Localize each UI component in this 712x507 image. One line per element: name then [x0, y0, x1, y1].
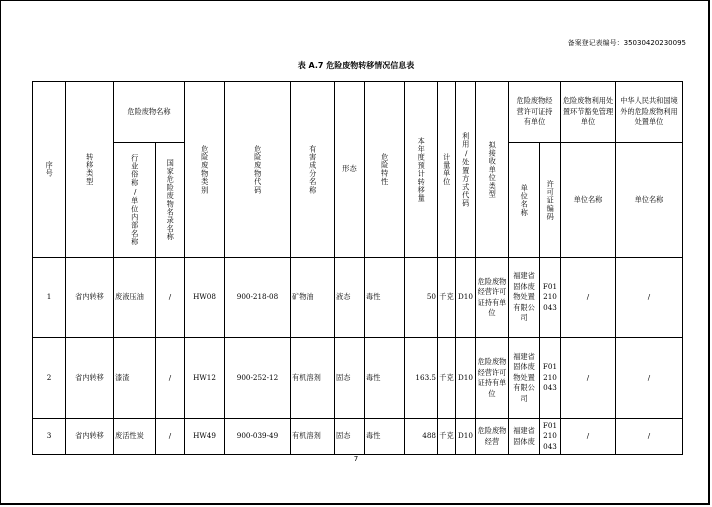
header-overseas-unit-name: 单位名称: [616, 143, 683, 258]
header-seq: 序号: [33, 82, 66, 258]
header-harmful-components: 有害成分名称: [291, 82, 335, 258]
row-annual-amount: 50: [405, 258, 438, 338]
hazardous-waste-transfer-table: [32, 81, 683, 455]
row-disposal-code: D10: [456, 258, 476, 338]
row-license-no: F01210043: [540, 258, 561, 338]
row-annual-amount: 163.5: [405, 338, 438, 419]
row-seq: 3: [33, 419, 66, 455]
row-form: 固态: [335, 419, 365, 455]
row-exempt-unit-name: /: [561, 338, 616, 419]
row-hazard-property: 毒性: [365, 258, 405, 338]
row-waste-category: HW08: [185, 258, 225, 338]
row-hazard-property: 毒性: [365, 419, 405, 455]
row-disposal-code: D10: [456, 338, 476, 419]
row-overseas-unit-name: /: [616, 419, 683, 455]
row-license-no: F01210043: [540, 338, 561, 419]
row-receiver-type: 危险废物经营许可证持有单位: [476, 258, 509, 338]
row-transfer-type: 省内转移: [66, 419, 114, 455]
row-harmful-components: 有机溶剂: [291, 338, 335, 419]
row-receiver-type: 危险废物经营许可证持有单位: [476, 338, 509, 419]
row-seq: 1: [33, 258, 66, 338]
row-license-unit-name: 福建省固体废物处置有限公司: [509, 338, 540, 419]
row-overseas-unit-name: /: [616, 338, 683, 419]
row-receiver-type: 危险废物经营: [476, 419, 509, 455]
header-exempt-unit-name: 单位名称: [561, 143, 616, 258]
row-harmful-components: 矿物油: [291, 258, 335, 338]
table-row: [33, 419, 683, 455]
row-industry-name: 废活性炭: [114, 419, 156, 455]
header-license-unit-name: 单位名称: [509, 143, 540, 258]
row-unit: 千克: [438, 338, 456, 419]
header-annual-amount: 本年度预计转移量: [405, 82, 438, 258]
row-transfer-type: 省内转移: [66, 338, 114, 419]
registration-number: 备案登记表编号：35030420230095: [567, 39, 686, 47]
header-form: 形态: [335, 82, 365, 258]
row-unit: 千克: [438, 419, 456, 455]
row-waste-category: HW49: [185, 419, 225, 455]
header-unit: 计量单位: [438, 82, 456, 258]
header-waste-category: 危险废物类别: [185, 82, 225, 258]
header-exempt-unit: 危险废物利用处置环节豁免管理单位: [561, 82, 616, 143]
row-waste-category: HW12: [185, 338, 225, 419]
page-number: 7: [353, 455, 359, 463]
header-row-1: [33, 82, 683, 143]
row-license-unit-name: 福建省固体废: [509, 419, 540, 455]
header-industry-name: 行业俗称/单位内部名称: [114, 143, 156, 258]
row-national-name: /: [156, 419, 185, 455]
row-exempt-unit-name: /: [561, 258, 616, 338]
row-national-name: /: [156, 338, 185, 419]
header-overseas-unit: 中华人民共和国境外的危险废物利用处置单位: [616, 82, 683, 143]
row-national-name: /: [156, 258, 185, 338]
row-form: 液态: [335, 258, 365, 338]
header-disposal-code: 利用/处置方式代码: [456, 82, 476, 258]
row-license-no: F01210043: [540, 419, 561, 455]
table-row: [33, 258, 683, 338]
row-disposal-code: D10: [456, 419, 476, 455]
row-exempt-unit-name: /: [561, 419, 616, 455]
header-transfer-type: 转移类型: [66, 82, 114, 258]
row-unit: 千克: [438, 258, 456, 338]
header-receiver-type: 拟接收单位类型: [476, 82, 509, 258]
row-license-unit-name: 福建省固体废物处置有限公司: [509, 258, 540, 338]
header-license-holder: 危险废物经营许可证持有单位: [509, 82, 561, 143]
row-industry-name: 废液压油: [114, 258, 156, 338]
row-overseas-unit-name: /: [616, 258, 683, 338]
header-waste-name: 危险废物名称: [114, 82, 185, 143]
header-hazard-property: 危险特性: [365, 82, 405, 258]
row-form: 固态: [335, 338, 365, 419]
header-waste-code: 危险废物代码: [225, 82, 291, 258]
row-waste-code: 900-252-12: [225, 338, 291, 419]
row-waste-code: 900-218-08: [225, 258, 291, 338]
row-industry-name: 漆渣: [114, 338, 156, 419]
row-harmful-components: 有机溶剂: [291, 419, 335, 455]
row-transfer-type: 省内转移: [66, 258, 114, 338]
header-national-name: 国家危险废物名录名称: [156, 143, 185, 258]
table-title: 表 A.7 危险废物转移情况信息表: [297, 61, 415, 70]
row-waste-code: 900-039-49: [225, 419, 291, 455]
row-seq: 2: [33, 338, 66, 419]
row-annual-amount: 488: [405, 419, 438, 455]
table-row: [33, 338, 683, 419]
row-hazard-property: 毒性: [365, 338, 405, 419]
header-license-no: 许可证编码: [540, 143, 561, 258]
